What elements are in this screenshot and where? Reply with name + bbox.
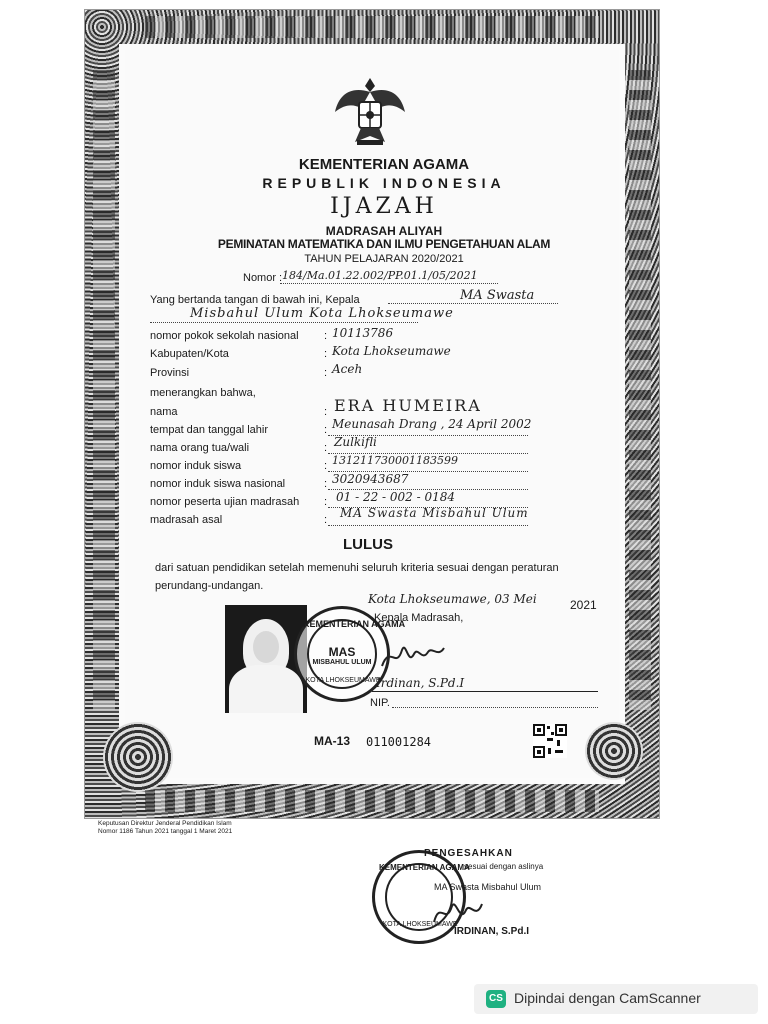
dotted-line xyxy=(328,453,528,454)
dotted-line xyxy=(280,283,498,284)
nip-label: NIP. xyxy=(370,697,390,709)
dotted-line xyxy=(328,489,528,490)
ornament-corner-icon xyxy=(103,722,173,792)
school-name: Misbahul Ulum Kota Lhokseumawe xyxy=(190,306,454,321)
number-label: Nomor : xyxy=(243,272,283,284)
sign-role: Kepala Madrasah, xyxy=(374,612,464,624)
city-value: Kota Lhokseumawe xyxy=(332,344,451,358)
sign-place-date: Kota Lhokseumawe, 03 Mei xyxy=(368,592,537,606)
dotted-line xyxy=(328,435,528,436)
intro-text: Yang bertanda tangan di bawah ini, Kepala xyxy=(150,294,360,306)
country-title: REPUBLIK INDONESIA xyxy=(262,175,506,191)
school-type: MADRASAH ALIYAH xyxy=(325,224,443,238)
dotted-line xyxy=(150,322,418,323)
statement-line1: dari satuan pendidikan setelah memenuhi seluruh kriteria sesuai dengan peraturan xyxy=(155,562,559,574)
stamp-top-text: KEMENTERIAN AGAMA xyxy=(303,619,406,629)
dotted-line xyxy=(328,507,528,508)
field-label: Kabupaten/Kota xyxy=(150,348,229,360)
nis-value: 131211730001183599 xyxy=(332,454,458,467)
stamp-mid-text: MAS xyxy=(328,645,356,659)
camscanner-text: Dipindai dengan CamScanner xyxy=(514,990,701,1006)
statement-line2: perundang-undangan. xyxy=(155,580,264,592)
legalization-name: IRDINAN, S.Pd.I xyxy=(454,926,530,937)
field-label: nomor pokok sekolah nasional xyxy=(150,330,299,342)
province-value: Aceh xyxy=(332,362,363,376)
footnote-line2: Nomor 1186 Tahun 2021 tanggal 1 Maret 2021 xyxy=(98,828,233,835)
academic-year: TAHUN PELAJARAN 2020/2021 xyxy=(304,253,464,265)
sign-underline xyxy=(372,691,598,692)
legal-stamp-bottom: KOTA LHOKSEUMAWE xyxy=(382,921,458,928)
field-label: nomor peserta ujian madrasah xyxy=(150,496,300,508)
nisn-value: 3020943687 xyxy=(332,472,409,486)
signature-scribble-icon xyxy=(378,636,448,676)
ornament-corner-icon xyxy=(585,722,643,780)
border-ornament xyxy=(145,790,599,812)
origin-school-value: MA Swasta Misbahul Ulum xyxy=(340,506,529,520)
certificate-number: 184/Ma.01.22.002/PP.01.1/05/2021 xyxy=(282,269,478,282)
result-text: LULUS xyxy=(343,536,393,553)
stamp-bottom-text: KOTA LHOKSEUMAWE xyxy=(305,677,381,684)
legal-stamp-top: KEMENTERIAN AGAMA xyxy=(379,863,470,872)
stamp-sub-text: MISBAHUL ULUM xyxy=(312,659,372,666)
border-ornament xyxy=(145,16,599,38)
parent-value: Zulkifli xyxy=(334,435,377,449)
field-label: nama xyxy=(150,406,178,418)
dotted-line xyxy=(388,303,558,304)
dotted-line xyxy=(392,707,598,708)
field-label: nomor induk siswa xyxy=(150,460,242,472)
footnote-line1: Keputusan Direktur Jenderal Pendidikan Islam xyxy=(98,820,232,827)
field-label: Provinsi xyxy=(150,367,190,379)
garuda-emblem-icon xyxy=(331,72,409,150)
legalization-line2: MA Swasta Misbahul Ulum xyxy=(434,882,542,892)
ministry-title: KEMENTERIAN AGAMA xyxy=(298,156,470,173)
camscanner-watermark xyxy=(474,984,758,1014)
legalization-line1: sesuai dengan aslinya xyxy=(464,862,544,871)
camscanner-logo-icon: CS xyxy=(486,990,506,1008)
birth-value: Meunasah Drang , 24 April 2002 xyxy=(332,417,532,431)
exam-number-value: 01 - 22 - 002 - 0184 xyxy=(336,490,456,504)
npsn-value: 10113786 xyxy=(332,326,394,340)
serial-prefix: MA-13 xyxy=(314,734,351,748)
declares-text: menerangkan bahwa, xyxy=(150,387,256,399)
qr-code-icon xyxy=(533,724,567,758)
document-title: IJAZAH xyxy=(330,194,438,219)
sign-year: 2021 xyxy=(570,598,597,612)
serial-number: 011001284 xyxy=(366,735,432,749)
field-label: madrasah asal xyxy=(150,514,223,526)
field-label: nomor induk siswa nasional xyxy=(150,478,286,490)
dotted-line xyxy=(328,471,528,472)
legalization-title: PENGESAHKAN xyxy=(424,848,513,859)
sign-name: Irdinan, S.Pd.I xyxy=(376,676,465,690)
head-of-value: MA Swasta xyxy=(460,288,535,303)
student-name: ERA HUMEIRA xyxy=(334,396,482,415)
dotted-line xyxy=(328,525,528,526)
field-label: tempat dan tanggal lahir xyxy=(150,424,269,436)
legal-signature-icon xyxy=(430,896,486,930)
specialization: PEMINATAN MATEMATIKA DAN ILMU PENGETAHUAN ALAM xyxy=(217,237,551,251)
field-label: nama orang tua/wali xyxy=(150,442,250,454)
